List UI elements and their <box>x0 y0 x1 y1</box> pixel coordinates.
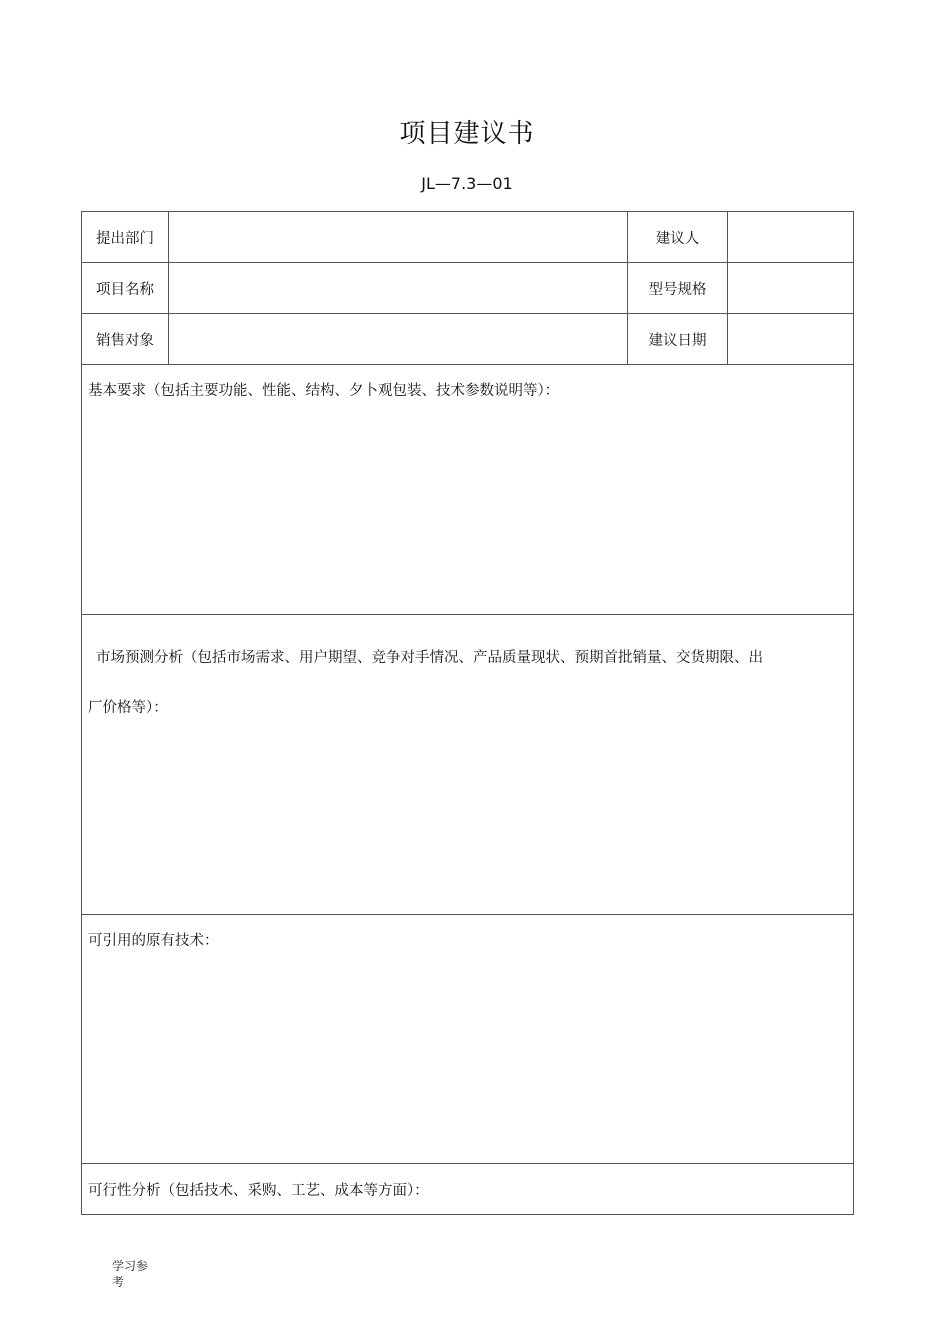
existing-tech-label: 可引用的原有技术： <box>88 933 219 949</box>
document-title: 项目建议书 <box>399 119 535 149</box>
feasibility-label: 可行性分析（包括技术、采购、工艺、成本等方面）： <box>88 1182 429 1199</box>
proposer-field[interactable] <box>728 212 854 263</box>
table-row <box>82 1164 854 1215</box>
table-row <box>82 263 854 314</box>
table-row <box>82 365 854 615</box>
sales-target-field[interactable] <box>169 314 628 365</box>
feasibility-section[interactable] <box>82 1164 854 1215</box>
footer-line1: 学习参 <box>112 1259 149 1273</box>
model-spec-field[interactable] <box>728 263 854 314</box>
basic-requirements-label: 基本要求（包括主要功能、性能、结构、夕卜观包装、技术参数说明等）： <box>88 383 560 399</box>
table-row <box>82 915 854 1164</box>
market-analysis-line1: 市场预测分析（包括市场需求、用户期望、竞争对手情况、产品质量现状、预期首批销量、交货期限、出 <box>96 650 763 666</box>
label-department: 提出部门 <box>82 212 169 263</box>
label-project-name: 项目名称 <box>82 263 169 314</box>
department-field[interactable] <box>169 212 628 263</box>
existing-tech-section[interactable] <box>82 915 854 1164</box>
table-row <box>82 212 854 263</box>
proposal-date-field[interactable] <box>728 314 854 365</box>
basic-requirements-section[interactable] <box>82 365 854 615</box>
label-model-spec: 型号规格 <box>628 263 728 314</box>
table-row <box>82 314 854 365</box>
project-name-field[interactable] <box>169 263 628 314</box>
market-analysis-line2: 厂价格等）： <box>88 700 168 716</box>
proposal-form-table <box>81 211 854 1215</box>
market-analysis-label <box>82 615 853 733</box>
market-analysis-section[interactable] <box>82 615 854 915</box>
document-code: JL—7.3—01 <box>421 174 513 193</box>
label-proposer: 建议人 <box>628 212 728 263</box>
label-proposal-date: 建议日期 <box>628 314 728 365</box>
label-sales-target: 销售对象 <box>82 314 169 365</box>
footer-note <box>112 1258 162 1290</box>
table-row <box>82 615 854 915</box>
footer-line2: 考 <box>112 1275 125 1289</box>
